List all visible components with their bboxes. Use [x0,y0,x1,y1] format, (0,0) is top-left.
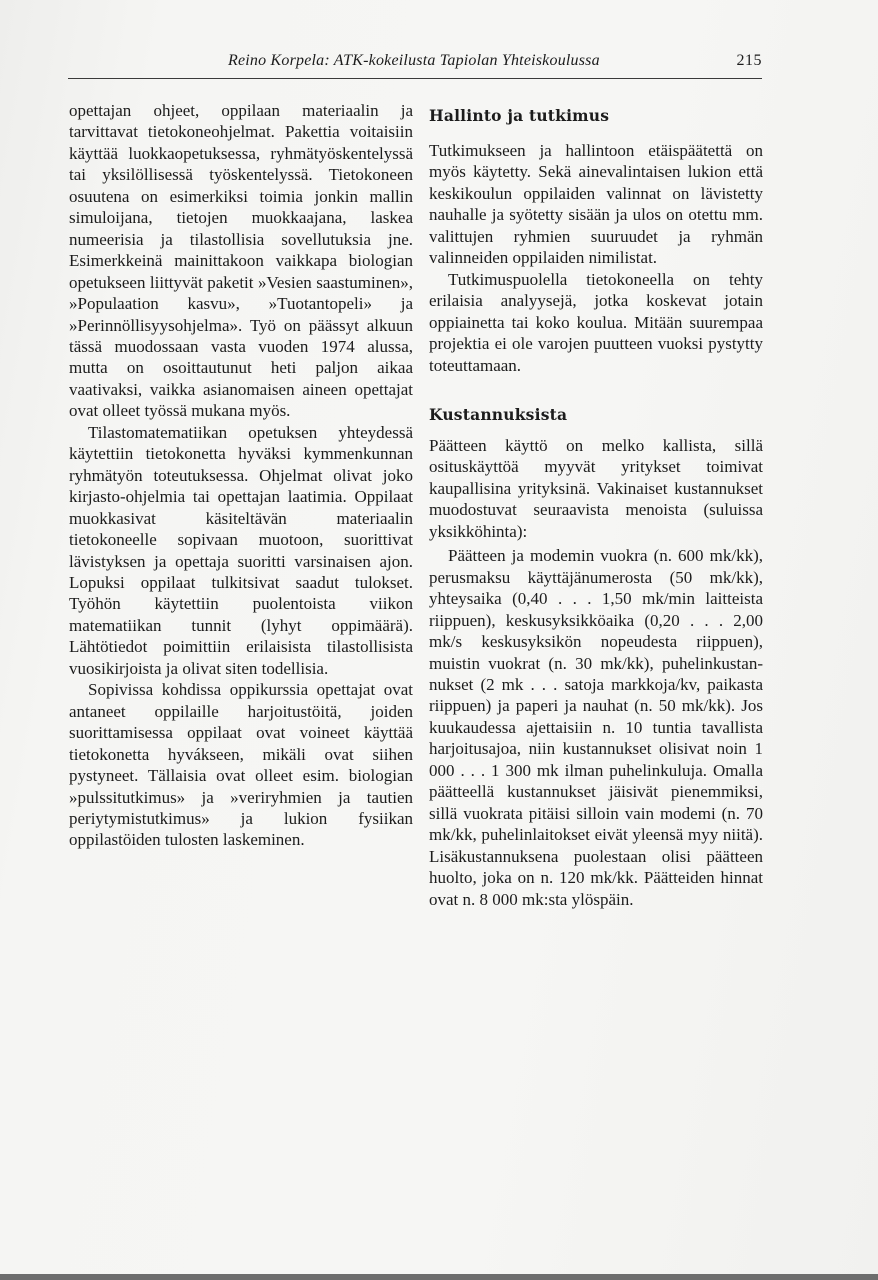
paragraph: opettajan ohjeet, oppilaan materiaalin ja tarvittavat tietokoneohjelmat. Pakettia voitaisiin käyttää luokkaopetuksessa, ryhmätyöskentelyssä tai yksilöllisessä työskentelyssä. Tietokoneen osuutena on esimerkiksi toimia jonkin mallin simuloijana, tietojen muokkaajana, laskea numeerisia ja tilastollisia sovellutuksia jne. Esimerkkeinä mainittakoon vaikkapa biologian opetukseen liittyvät paketit »Vesien saastuminen», »Populaation kasvu», »Tuotantopeli» ja »Perinnöllisyysohjelma». Työ on päässyt alkuun tässä muodossaan vasta vuoden 1974 alussa, mutta on osoittautunut heti paljon aikaa vaativaksi, vaikka asianomaisen aineen opettajat ovat olleet työssä mukana myös. [69,101,413,421]
paragraph: Päätteen käyttö on melko kallista, sillä osituskäyttöä myyvät yritykset toimivat kaupallisina yrityksinä. Vakinaiset kustannukset muodostuvat seuraavista menoista (suluissa yksikköhinta): [429,435,763,541]
section-heading-kustannuksista: Kustannuksista [429,404,568,424]
section-heading-hallinto: Hallinto ja tutkimus [429,106,610,125]
right-column [429,100,763,910]
paragraph: Tilastomatematiikan opetuksen yhteydessä käytettiin tietokonetta hyväksi kymmenkunnan ryhmätyön toteutuksessa. Ohjelmat olivat joko kirjasto-ohjelmia tai opettajan laatimia. Oppilaat muokkasivat käsiteltävän materiaalin tietokoneelle sopivaan muotoon, suorittivat lävistyksen ja opettaja suoritti varsinaisen ajon. Lopuksi oppilaat tulkitsivat saadut tulokset. Työhön käytettiin puolentoista viikon matematiikan tunnit (lyhyt oppimäärä). Lähtötiedot poimittiin erilaisista tilastollisista vuosikirjoista ja olivat siten todellisia. [69,422,413,678]
paragraph: Tutkimuspuolella tietokoneella on tehty erilaisia analyysejä, jotka koskevat jotain oppiainetta tai koko koulua. Mitään suurempaa projektia ei ole varojen puutteen vuoksi pystytty toteuttamaan. [429,269,763,375]
paragraph: Tutkimukseen ja hallintoon etäispäätettä on myös käytetty. Sekä ainevalintaisen lukion että keskikoulun oppilaiden valinnat on lävistetty nauhalle ja syötetty sisään ja ulos on otettu mm. valittujen ryhmien suuruudet ja ryhmän valinneiden oppilaiden nimilistat. [429,141,763,268]
paragraph: Päätteen ja modemin vuokra (n. 600 mk/kk), perusmaksu käyttäjänumerosta (50 mk/kk), yhteysaika (0,40 . . . 1,50 mk/min laitteista riippuen), keskusyksikköaika (0,20 . . . 2,00 mk/s keskusyksikön nopeudesta riippuen), muistin vuokrat (n. 30 mk/kk), puhelinkustannukset (2 mk . . . satoja markkoja/kv, paikasta riippuen) ja paperi ja nauhat (n. 50 mk/kk). Jos kuukaudessa ajettaisiin n. 10 tuntia tavallista harjoitusajoa, niin kustannukset olisivat noin 1 000 . . . 1 300 mk ilman puhelinkuluja. Omalla päätteellä kustannukset jäisivät pienemmiksi, sillä vuokrata pitäisi silloin vain modemi (n. 70 mk/kk, puhelinlaitokset eivät yleensä myy niitä). Lisäkustannuksena puolestaan olisi päätteen huolto, joka on n. 120 mk/kk. Päätteiden hinnat ovat n. 8 000 mk:sta ylöspäin. [429,546,763,909]
running-header [68,50,762,79]
scan-bottom-edge [0,1274,878,1280]
page-number: 215 [736,52,762,69]
running-title: Reino Korpela: ATK-kokeilusta Tapiolan Yhteiskoulussa [228,52,600,69]
paragraph: Sopivissa kohdissa oppikurssia opettajat ovat antaneet oppilaille harjoitustöitä, joiden suorittamisessa oppilaat ovat voineet käyttää tietokonetta hyvákseen, mikäli ovat siihen pystyneet. Tällaisia ovat olleet esim. biologian »pulssitutkimus» ja »veriryhmien ja tautien periytymistutkimus» ja lukion fysiikan oppilastöiden tulosten laskeminen. [69,680,413,850]
left-column [69,100,413,851]
